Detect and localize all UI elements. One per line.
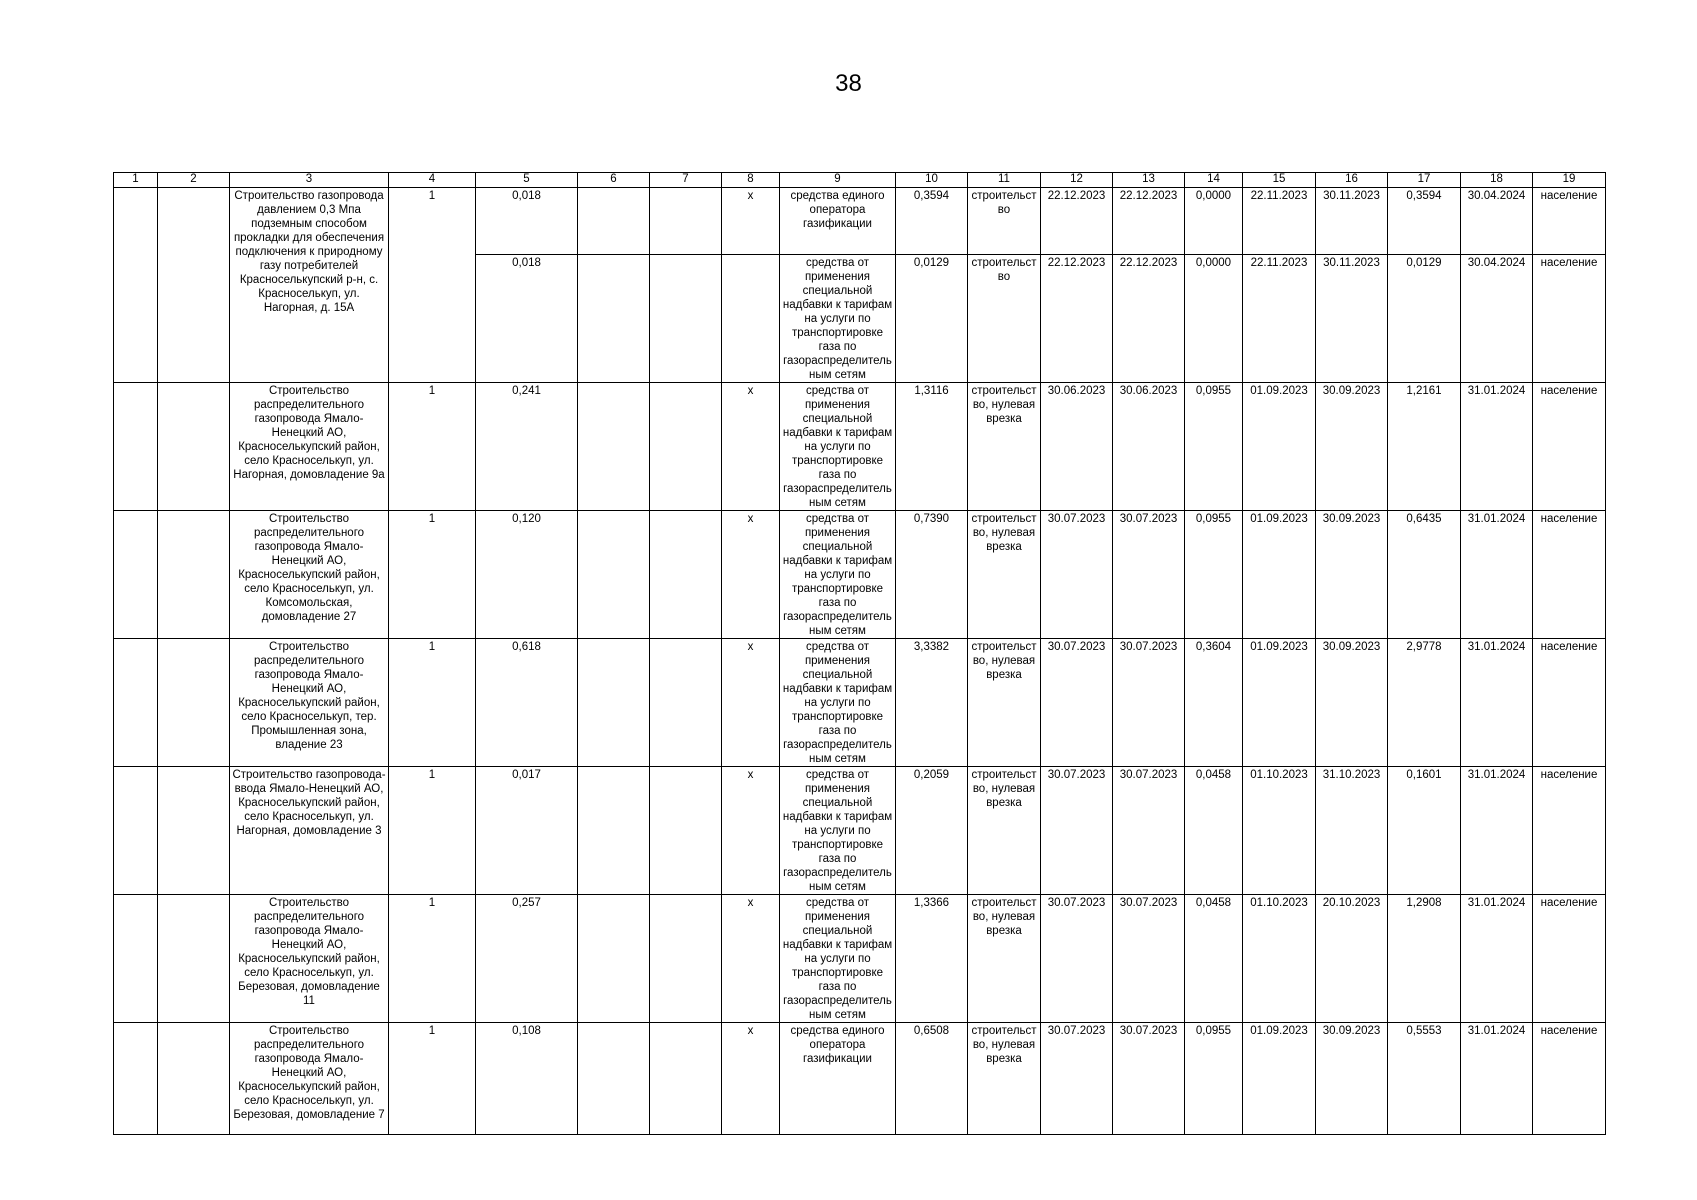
header-cell: 16 <box>1316 173 1388 188</box>
work-type: строительство <box>968 255 1041 383</box>
consumer-category: население <box>1533 639 1606 767</box>
object-name: Строительство газопровода-ввода Ямало-Ненецкий АО, Красноселькупский район, село Красноселькуп, ул. Нагорная, домовладение 3 <box>230 767 389 895</box>
quantity: 1 <box>389 1023 476 1135</box>
mark: x <box>722 639 780 767</box>
funding-source: средства от применения специальной надбавки к тарифам на услуги по транспортировке газа по газораспределительным сетям <box>780 511 896 639</box>
length: 0,018 <box>476 188 578 255</box>
quantity: 1 <box>389 511 476 639</box>
consumer-category: население <box>1533 511 1606 639</box>
work-type: строительство, нулевая врезка <box>968 767 1041 895</box>
object-name: Строительство распределительного газопровода Ямало-Ненецкий АО, Красноселькупский район, село Красноселькуп, ул. Березовая, домовладение 11 <box>230 895 389 1023</box>
date: 30.07.2023 <box>1113 767 1185 895</box>
date: 30.06.2023 <box>1113 383 1185 511</box>
value: 0,6435 <box>1388 511 1461 639</box>
date: 30.07.2023 <box>1113 511 1185 639</box>
date: 22.12.2023 <box>1041 188 1113 255</box>
date: 30.06.2023 <box>1041 383 1113 511</box>
date: 30.07.2023 <box>1113 639 1185 767</box>
date: 01.09.2023 <box>1243 383 1316 511</box>
date: 30.09.2023 <box>1316 511 1388 639</box>
value: 0,0129 <box>896 255 968 383</box>
date: 30.07.2023 <box>1041 767 1113 895</box>
date: 20.10.2023 <box>1316 895 1388 1023</box>
header-row <box>114 173 1606 188</box>
header-cell: 18 <box>1461 173 1533 188</box>
length: 0,241 <box>476 383 578 511</box>
date: 01.09.2023 <box>1243 1023 1316 1135</box>
funding-source: средства от применения специальной надбавки к тарифам на услуги по транспортировке газа по газораспределительным сетям <box>780 767 896 895</box>
date: 30.07.2023 <box>1041 511 1113 639</box>
mark: x <box>722 511 780 639</box>
length: 0,120 <box>476 511 578 639</box>
header-cell: 15 <box>1243 173 1316 188</box>
date: 31.01.2024 <box>1461 383 1533 511</box>
header-cell: 12 <box>1041 173 1113 188</box>
value: 0,0955 <box>1185 1023 1243 1135</box>
consumer-category: население <box>1533 895 1606 1023</box>
value: 0,0000 <box>1185 255 1243 383</box>
date: 31.01.2024 <box>1461 639 1533 767</box>
mark: x <box>722 383 780 511</box>
value: 0,0955 <box>1185 383 1243 511</box>
date: 22.12.2023 <box>1113 188 1185 255</box>
date: 31.01.2024 <box>1461 895 1533 1023</box>
consumer-category: население <box>1533 1023 1606 1135</box>
mark: x <box>722 895 780 1023</box>
work-type: строительство, нулевая врезка <box>968 1023 1041 1135</box>
date: 22.11.2023 <box>1243 255 1316 383</box>
value: 0,0955 <box>1185 511 1243 639</box>
header-cell: 9 <box>780 173 896 188</box>
date: 30.07.2023 <box>1041 1023 1113 1135</box>
object-name: Строительство распределительного газопровода Ямало-Ненецкий АО, Красноселькупский район, село Красноселькуп, ул. Комсомольская, домовладение 27 <box>230 511 389 639</box>
consumer-category: население <box>1533 188 1606 255</box>
quantity: 1 <box>389 767 476 895</box>
value: 0,0129 <box>1388 255 1461 383</box>
value: 0,3594 <box>896 188 968 255</box>
date: 31.01.2024 <box>1461 1023 1533 1135</box>
value: 1,3116 <box>896 383 968 511</box>
value: 1,2908 <box>1388 895 1461 1023</box>
value: 0,2059 <box>896 767 968 895</box>
value: 0,1601 <box>1388 767 1461 895</box>
page-number: 38 <box>835 70 862 97</box>
date: 22.11.2023 <box>1243 188 1316 255</box>
quantity: 1 <box>389 383 476 511</box>
table-row <box>114 188 1606 255</box>
date: 30.04.2024 <box>1461 188 1533 255</box>
date: 30.09.2023 <box>1316 383 1388 511</box>
header-cell: 4 <box>389 173 476 188</box>
value: 2,9778 <box>1388 639 1461 767</box>
mark: x <box>722 1023 780 1135</box>
date: 30.09.2023 <box>1316 639 1388 767</box>
data-table <box>113 172 1606 1135</box>
work-type: строительство, нулевая врезка <box>968 383 1041 511</box>
header-cell: 13 <box>1113 173 1185 188</box>
work-type: строительство, нулевая врезка <box>968 511 1041 639</box>
consumer-category: население <box>1533 383 1606 511</box>
value: 0,3594 <box>1388 188 1461 255</box>
date: 30.09.2023 <box>1316 1023 1388 1135</box>
length: 0,017 <box>476 767 578 895</box>
header-cell: 14 <box>1185 173 1243 188</box>
date: 30.07.2023 <box>1041 895 1113 1023</box>
funding-source: средства единого оператора газификации <box>780 188 896 255</box>
length: 0,257 <box>476 895 578 1023</box>
header-cell: 2 <box>158 173 230 188</box>
object-name: Строительство распределительного газопровода Ямало-Ненецкий АО, Красноселькупский район, село Красноселькуп, ул. Нагорная, домовладение 9а <box>230 383 389 511</box>
date: 30.07.2023 <box>1113 895 1185 1023</box>
header-cell: 10 <box>896 173 968 188</box>
value: 0,0000 <box>1185 188 1243 255</box>
value: 0,3604 <box>1185 639 1243 767</box>
date: 01.10.2023 <box>1243 767 1316 895</box>
header-cell: 19 <box>1533 173 1606 188</box>
date: 01.09.2023 <box>1243 511 1316 639</box>
header-cell: 3 <box>230 173 389 188</box>
date: 30.11.2023 <box>1316 255 1388 383</box>
quantity: 1 <box>389 188 476 383</box>
quantity: 1 <box>389 895 476 1023</box>
mark <box>722 255 780 383</box>
value: 0,0458 <box>1185 767 1243 895</box>
work-type: строительство, нулевая врезка <box>968 639 1041 767</box>
table-row <box>114 639 1606 767</box>
mark: x <box>722 188 780 255</box>
value: 0,5553 <box>1388 1023 1461 1135</box>
header-cell: 17 <box>1388 173 1461 188</box>
object-name: Строительство распределительного газопровода Ямало-Ненецкий АО, Красноселькупский район, село Красноселькуп, тер. Промышленная зона, владение 23 <box>230 639 389 767</box>
date: 30.07.2023 <box>1113 1023 1185 1135</box>
table-row <box>114 895 1606 1023</box>
funding-source: средства единого оператора газификации <box>780 1023 896 1135</box>
date: 30.07.2023 <box>1041 639 1113 767</box>
header-cell: 11 <box>968 173 1041 188</box>
funding-source: средства от применения специальной надбавки к тарифам на услуги по транспортировке газа по газораспределительным сетям <box>780 255 896 383</box>
date: 22.12.2023 <box>1041 255 1113 383</box>
date: 01.10.2023 <box>1243 895 1316 1023</box>
consumer-category: население <box>1533 767 1606 895</box>
value: 0,6508 <box>896 1023 968 1135</box>
date: 31.01.2024 <box>1461 767 1533 895</box>
table-row <box>114 1023 1606 1135</box>
work-type: строительство <box>968 188 1041 255</box>
value: 0,0458 <box>1185 895 1243 1023</box>
date: 31.10.2023 <box>1316 767 1388 895</box>
value: 3,3382 <box>896 639 968 767</box>
length: 0,618 <box>476 639 578 767</box>
funding-source: средства от применения специальной надбавки к тарифам на услуги по транспортировке газа по газораспределительным сетям <box>780 383 896 511</box>
length: 0,018 <box>476 255 578 383</box>
consumer-category: население <box>1533 255 1606 383</box>
header-cell: 8 <box>722 173 780 188</box>
quantity: 1 <box>389 639 476 767</box>
header-cell: 1 <box>114 173 158 188</box>
value: 1,2161 <box>1388 383 1461 511</box>
funding-source: средства от применения специальной надбавки к тарифам на услуги по транспортировке газа по газораспределительным сетям <box>780 639 896 767</box>
header-cell: 7 <box>650 173 722 188</box>
object-name: Строительство газопровода давлением 0,3 Мпа подземным способом прокладки для обеспечения подключения к природному газу потребителей Красноселькупский р-н, с. Красноселькуп, ул. Нагорная, д. 15А <box>230 188 389 383</box>
funding-source: средства от применения специальной надбавки к тарифам на услуги по транспортировке газа по газораспределительным сетям <box>780 895 896 1023</box>
header-cell: 5 <box>476 173 578 188</box>
header-cell: 6 <box>578 173 650 188</box>
date: 30.11.2023 <box>1316 188 1388 255</box>
date: 30.04.2024 <box>1461 255 1533 383</box>
mark: x <box>722 767 780 895</box>
table-row <box>114 767 1606 895</box>
value: 1,3366 <box>896 895 968 1023</box>
length: 0,108 <box>476 1023 578 1135</box>
work-type: строительство, нулевая врезка <box>968 895 1041 1023</box>
object-name: Строительство распределительного газопровода Ямало-Ненецкий АО, Красноселькупский район, село Красноселькуп, ул. Березовая, домовладение 7 <box>230 1023 389 1135</box>
table-row <box>114 383 1606 511</box>
date: 22.12.2023 <box>1113 255 1185 383</box>
date: 31.01.2024 <box>1461 511 1533 639</box>
date: 01.09.2023 <box>1243 639 1316 767</box>
table-row <box>114 511 1606 639</box>
value: 0,7390 <box>896 511 968 639</box>
